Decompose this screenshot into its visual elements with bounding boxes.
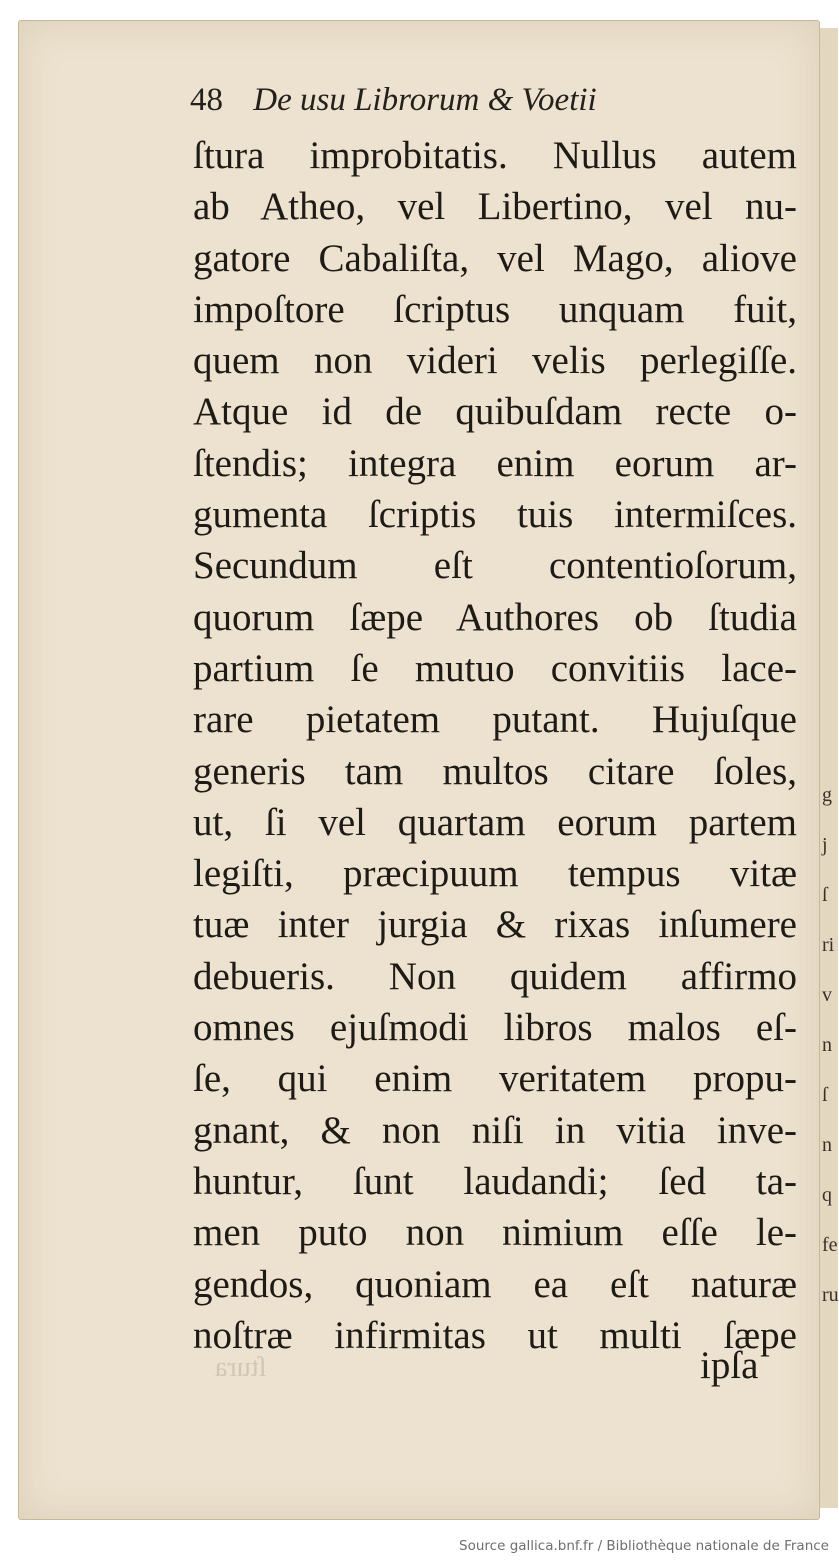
adjacent-page-letter: g xyxy=(822,784,832,806)
adjacent-page-letters xyxy=(822,770,837,1320)
text-line: gatore Cabaliſta, vel Mago, aliove xyxy=(193,236,797,280)
adjacent-page-letter: j xyxy=(822,834,828,856)
text-line: noſtræ infirmitas ut multi ſæpe xyxy=(193,1313,797,1357)
text-line: rare pietatem putant. Hujuſque xyxy=(193,698,797,742)
text-line: ut, ſi vel quartam eorum partem xyxy=(193,800,797,844)
text-line: ſe, qui enim veritatem propu- xyxy=(193,1057,797,1101)
text-line: quorum ſæpe Authores ob ſtudia xyxy=(193,595,797,639)
bleed-through-text: ſtura xyxy=(215,1352,267,1383)
text-line: impoſtore ſcriptus unquam fuit, xyxy=(193,287,797,331)
adjacent-page-letter: ri xyxy=(822,934,835,956)
body-text xyxy=(193,130,797,1361)
source-credit: Source gallica.bnf.fr / Bibliothèque nationale de France xyxy=(459,1538,829,1554)
text-line: omnes ejuſmodi libros malos eſ- xyxy=(193,1006,797,1050)
text-line: Secundum eſt contentioſorum, xyxy=(193,544,797,588)
adjacent-page-letter: n xyxy=(822,1134,832,1156)
text-line: gnant, & non niſi in vitia inve- xyxy=(193,1108,797,1152)
text-line: ſtura improbitatis. Nullus autem xyxy=(193,134,797,177)
catchword: ipſa xyxy=(700,1344,759,1387)
text-line: tuæ inter jurgia & rixas inſumere xyxy=(193,903,797,947)
text-line: legiſti, præcipuum tempus vitæ xyxy=(193,852,797,896)
text-line: gendos, quoniam ea eſt naturæ xyxy=(193,1262,797,1306)
adjacent-page-letter: v xyxy=(822,984,832,1006)
text-line: gumenta ſcriptis tuis intermiſces. xyxy=(193,493,797,537)
running-title: De usu Librorum & Voetii xyxy=(253,82,597,118)
text-line: huntur, ſunt laudandi; ſed ta- xyxy=(193,1159,797,1203)
adjacent-page-letter: ru xyxy=(822,1284,839,1306)
text-line: Atque id de quibuſdam recte o- xyxy=(193,390,797,434)
text-line: men puto non nimium eſſe le- xyxy=(193,1211,797,1255)
adjacent-page-letter: fe xyxy=(822,1234,838,1256)
text-line: ab Atheo, vel Libertino, vel nu- xyxy=(193,185,797,229)
adjacent-page-letter: ſ xyxy=(822,1084,828,1106)
running-header xyxy=(190,80,800,120)
text-line: generis tam multos citare ſoles, xyxy=(193,749,797,793)
adjacent-page-letter: n xyxy=(822,1034,832,1056)
text-line: quem non videri velis perlegiſſe. xyxy=(193,339,797,383)
text-line: debueris. Non quidem affirmo xyxy=(193,954,797,998)
text-line: ſtendis; integra enim eorum ar- xyxy=(193,441,797,485)
source-bar xyxy=(0,1530,837,1566)
page-number: 48 xyxy=(190,82,223,118)
adjacent-page-letter: q xyxy=(822,1184,832,1206)
text-line: partium ſe mutuo convitiis lace- xyxy=(193,646,797,690)
adjacent-page-letter: ſ xyxy=(822,884,828,906)
